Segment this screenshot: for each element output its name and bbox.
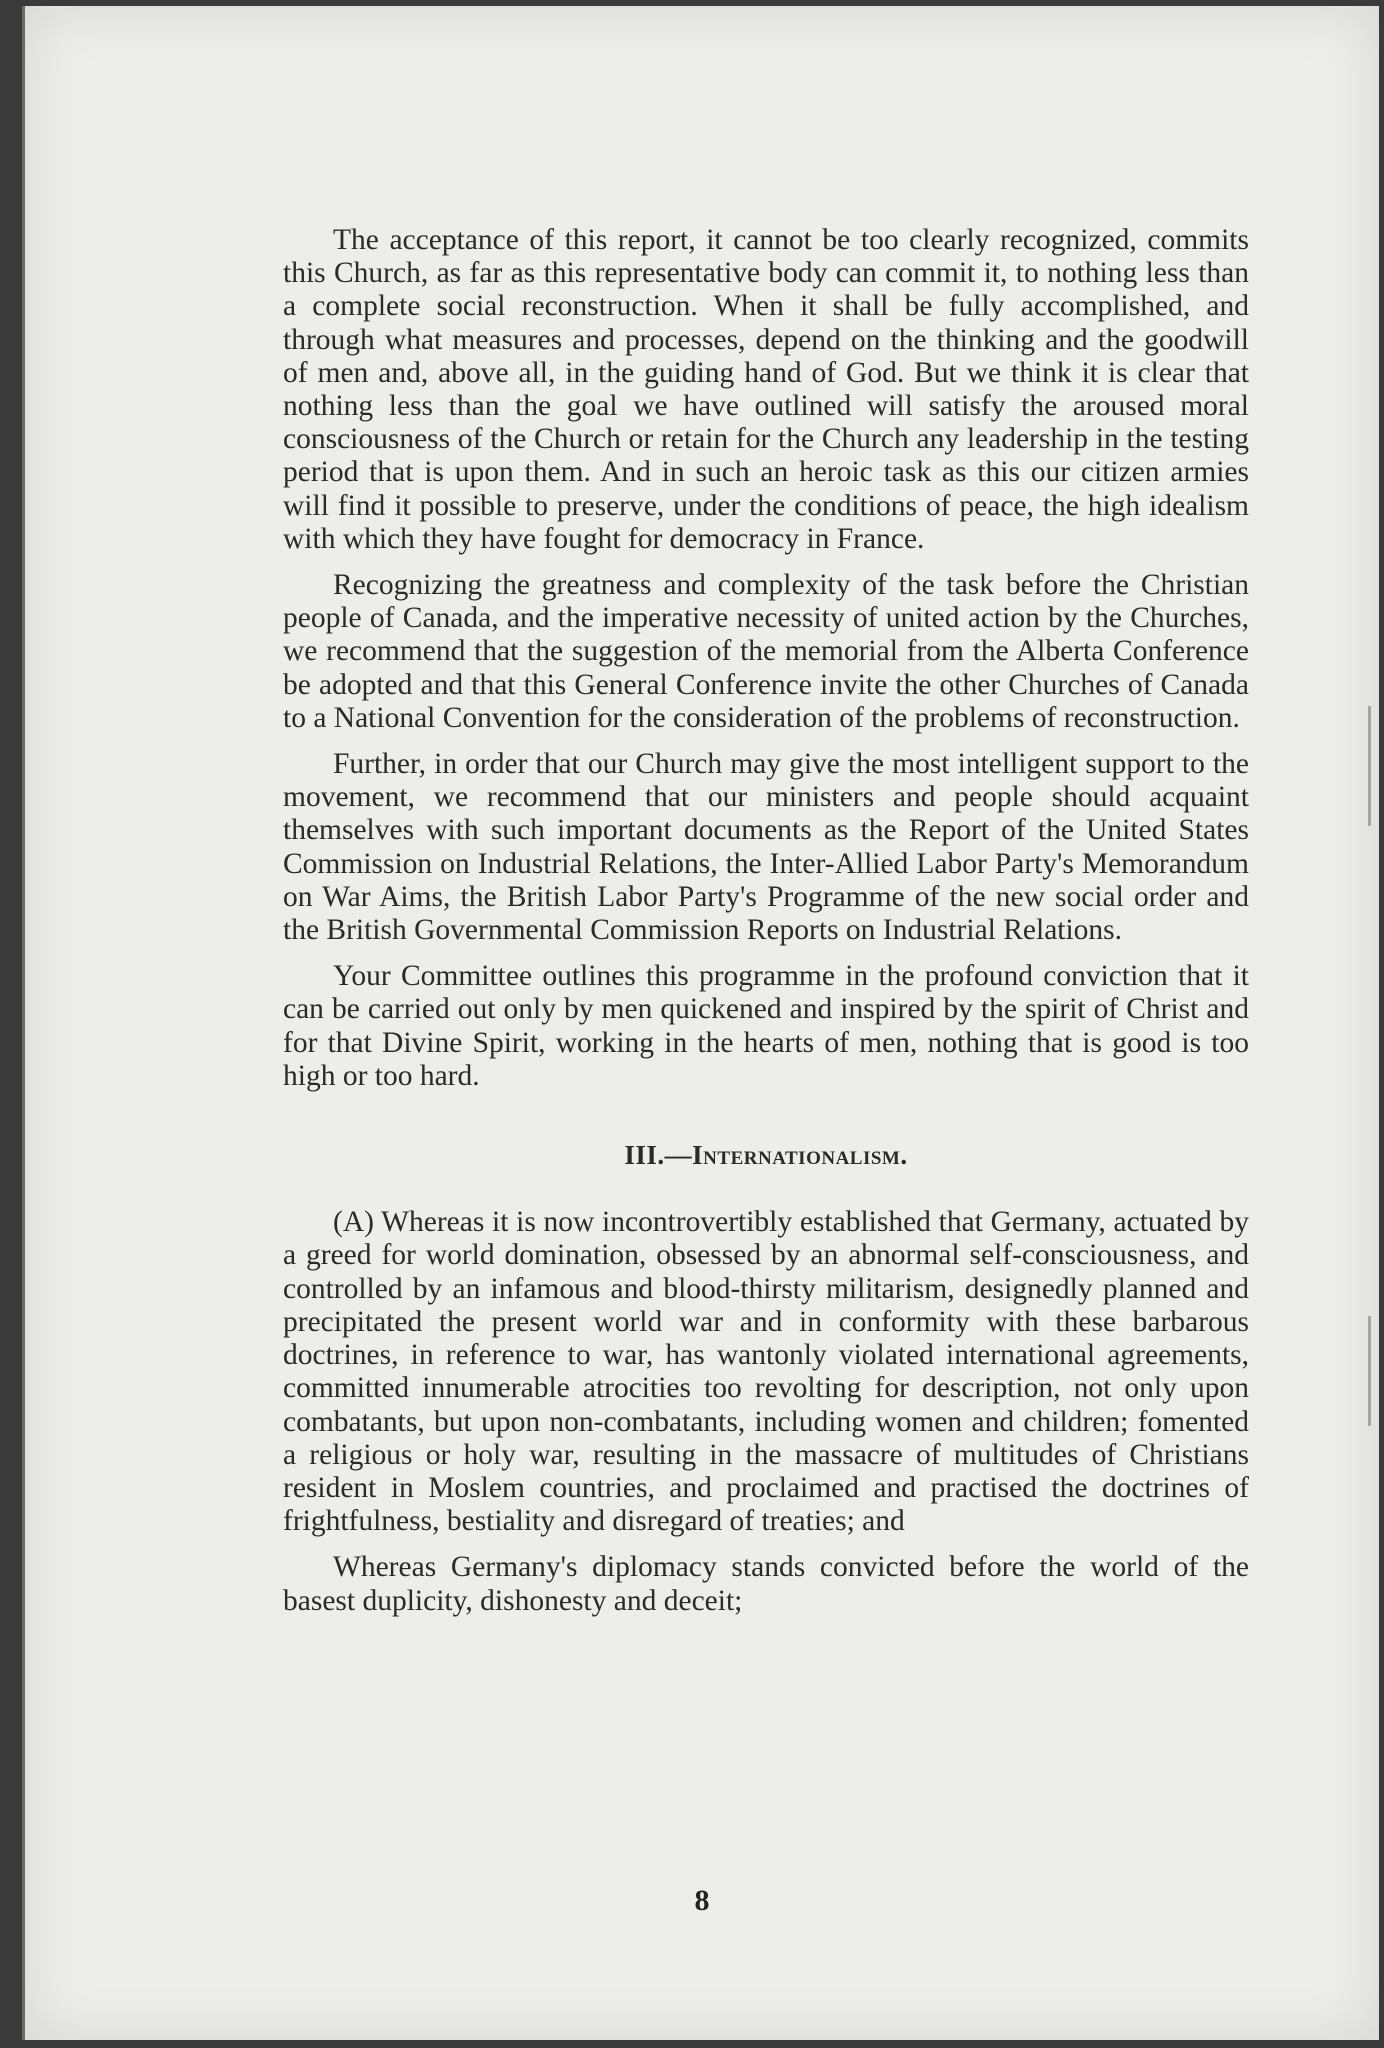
paragraph-committee-conviction: Your Committee outlines this programme in the profound conviction that it can be carried out only by men quickened and inspired by the spirit of Christ and for that Divine Spirit, working in the hearts of men, nothing that is good is too high or too hard. [283, 960, 1249, 1092]
scan-mark [1368, 706, 1371, 826]
paragraph-national-convention: Recognizing the greatness and complexity of the task before the Christian people of Canada, and the imperative necessity of united action by the Churches, we recommend that the suggestion of the memorial from the Alberta Conference be adopted and that this General Conference invite the other Churches of Canada to a National Convention for the consideration of the problems of reconstruction. [283, 569, 1249, 734]
paragraph-acceptance: The acceptance of this report, it cannot be too clearly recognized, commits this Church, as far as this representative body can commit it, to nothing less than a complete social reconstruction. When it shall be fully accomplished, and through what measures and processes, depend on the thinking and the goodwill of men and, above all, in the guiding hand of God. But we think it is clear that nothing less than the goal we have outlined will satisfy the aroused moral consciousness of the Church or retain for the Church any leadership in the testing period that is upon them. And in such an heroic task as this our citizen armies will find it possible to preserve, under the conditions of peace, the high idealism with which they have fought for democracy in France. [283, 224, 1249, 555]
section-heading [283, 1139, 1249, 1172]
document-page [22, 6, 1379, 2040]
section-heading-number: III.— [624, 1140, 693, 1171]
paragraph-documents: Further, in order that our Church may give the most intelligent support to the movement, we recommend that our ministers and people should acquaint themselves with such important documents as the Report of the United States Commission on Industrial Relations, the Inter-Allied Labor Party's Memorandum on War Aims, the British Labor Party's Programme of the new social order and the British Governmental Commission Reports on Industrial Relations. [283, 748, 1249, 947]
section-heading-title: Internationalism. [692, 1140, 908, 1171]
page-number: 8 [694, 1884, 710, 1917]
page-body [283, 224, 1249, 1631]
scan-mark [1368, 1316, 1371, 1426]
paragraph-whereas-germany: (A) Whereas it is now incontrovertibly established that Germany, actuated by a greed for world domination, obsessed by an abnormal self-consciousness, and controlled by an infamous and blood-thirsty militarism, designedly planned and precipitated the present world war and in conformity with these barbarous doctrines, in reference to war, has wantonly violated international agreements, committed innumerable atrocities too revolting for description, not only upon combatants, but upon non-combatants, including women and children; fomented a religious or holy war, resulting in the massacre of multitudes of Christians resident in Moslem countries, and proclaimed and practised the doctrines of frightfulness, bestiality and disregard of treaties; and [283, 1206, 1249, 1538]
paragraph-whereas-diplomacy: Whereas Germany's diplomacy stands convicted before the world of the basest duplicity, dishonesty and deceit; [283, 1551, 1249, 1617]
